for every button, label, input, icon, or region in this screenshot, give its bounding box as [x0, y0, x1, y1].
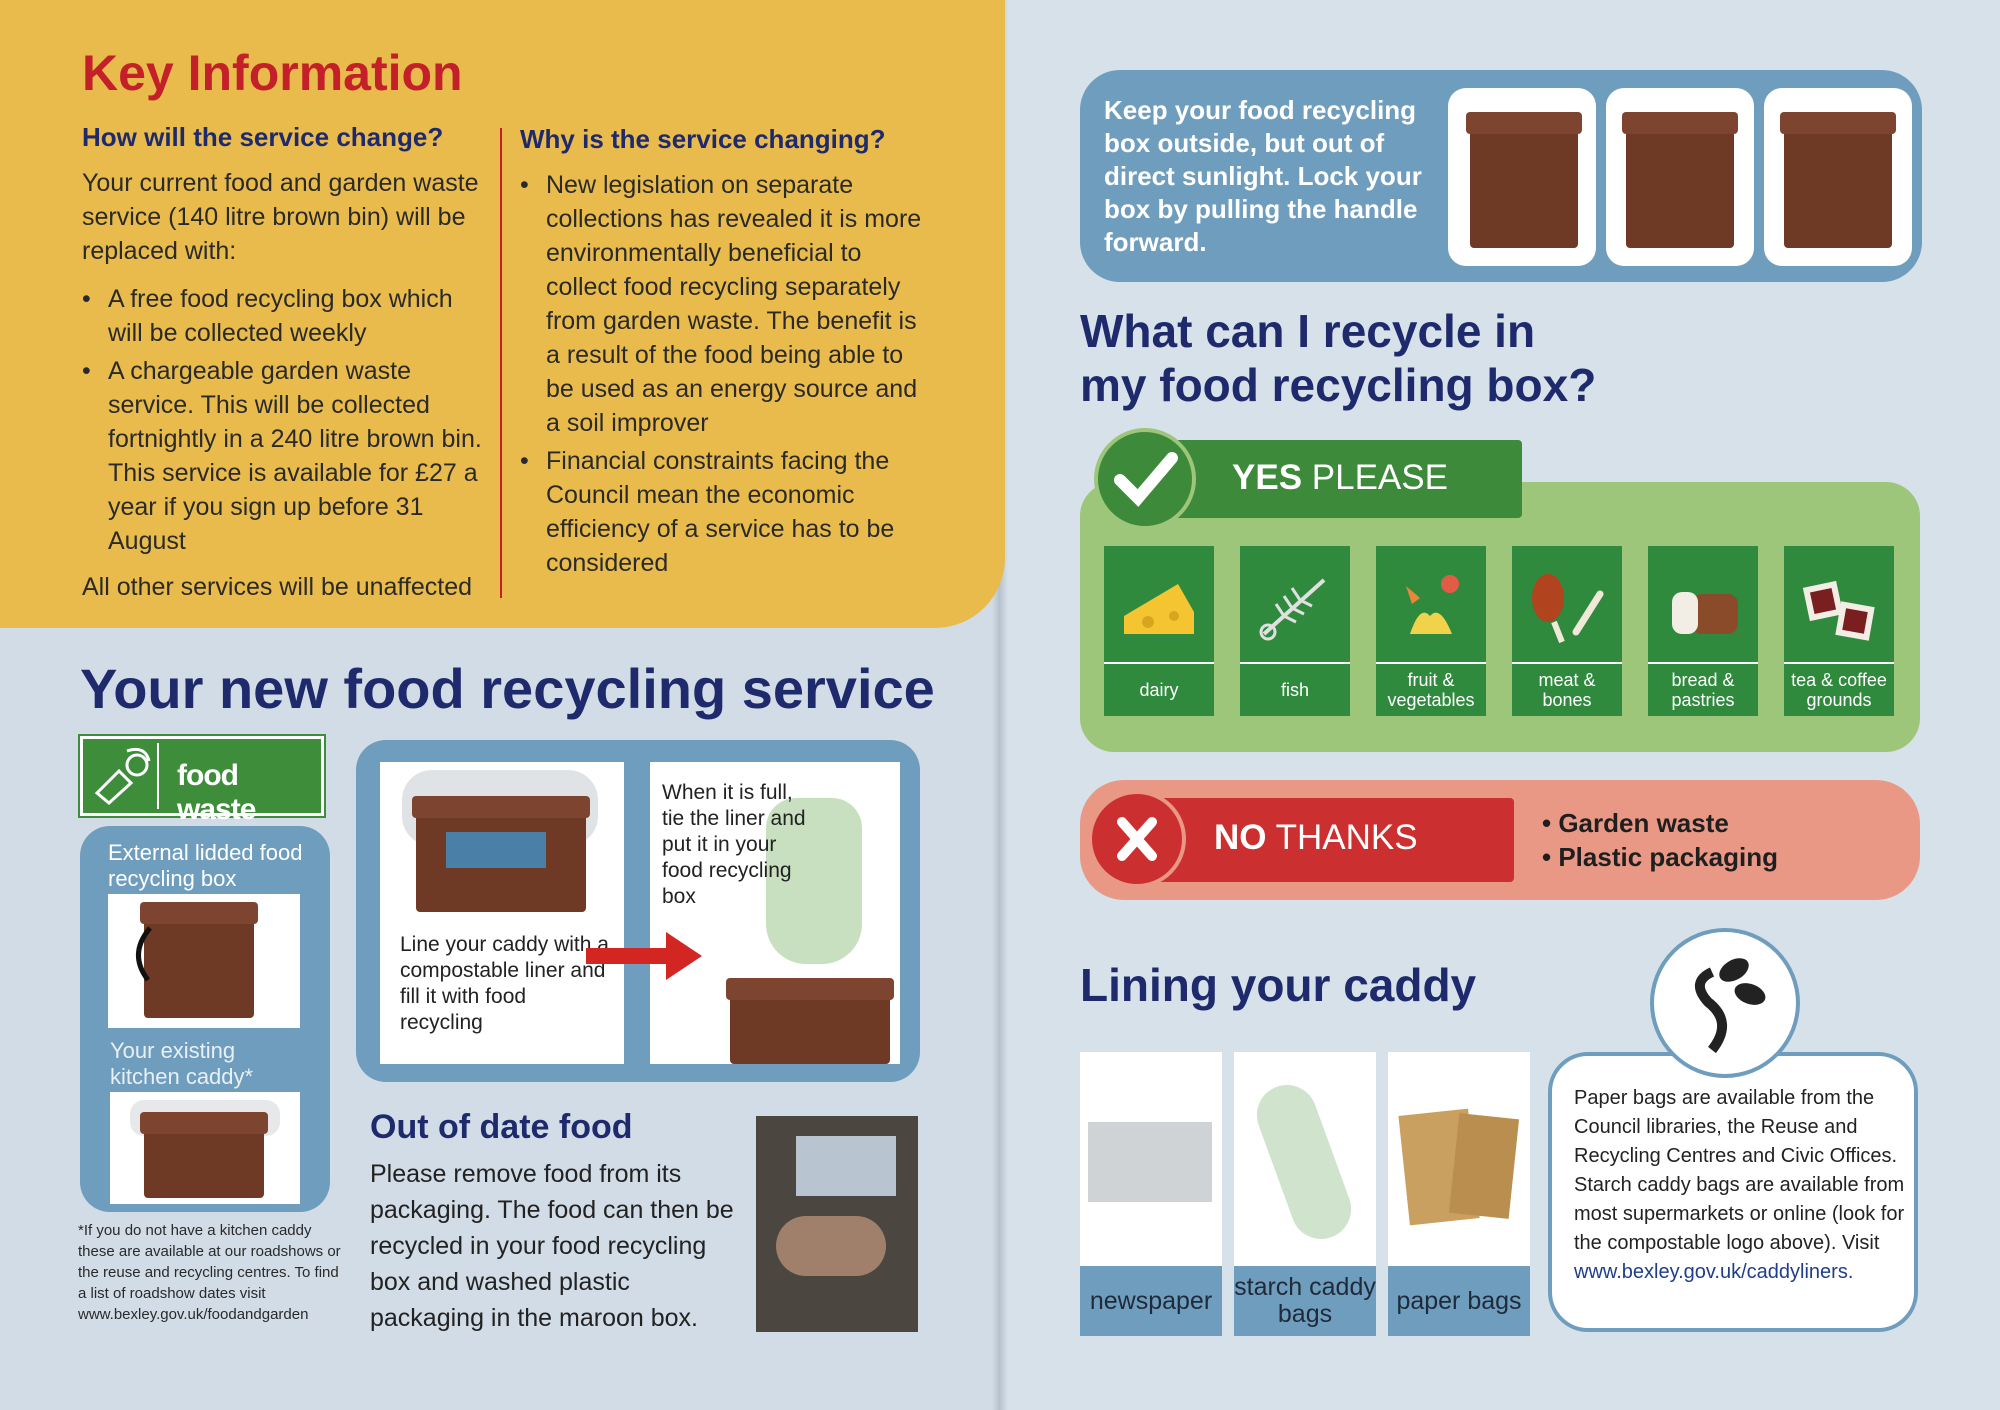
food-waste-icon — [87, 743, 159, 809]
why-change-bullet: • New legislation on separate collections has revealed it is more environmentally beneficial to collect food recycling separately from garden waste. The benefit is a result of the food being able to be used as an energy source and a soil improver — [520, 168, 930, 440]
meat-bone-icon — [1526, 564, 1608, 650]
caddy-footnote: *If you do not have a kitchen caddy these are available at our roadshows or the reuse and recycling centres. To find a list of roadshow dates visit www.bexley.gov.uk/foodandgarden — [78, 1222, 341, 1323]
what-can-title — [1080, 304, 1596, 412]
fish-bone-icon — [1254, 564, 1336, 650]
cross-badge — [1088, 790, 1186, 888]
column-divider — [500, 128, 502, 598]
hands-image — [776, 1216, 886, 1276]
lining-starch-bags — [1234, 1052, 1376, 1336]
tick-badge — [1094, 428, 1196, 530]
key-information-title: Key Information — [82, 45, 463, 101]
bin-photo-3 — [1764, 88, 1912, 266]
liner-info-text — [1574, 1084, 1914, 1287]
lining-item-label: paper bags — [1388, 1266, 1530, 1336]
lining-title: Lining your caddy — [1080, 959, 1477, 1011]
yes-item-label: bread & pastries — [1648, 662, 1758, 716]
starch-bag-roll-image — [1248, 1077, 1359, 1248]
step-line-text: Line your caddy with a compostable liner and fill it with food recycling — [400, 933, 609, 1034]
external-box-label: External lidded food recycling box — [108, 840, 303, 891]
paper-bag-image — [1449, 1113, 1519, 1219]
yes-item-label: meat & bones — [1512, 662, 1622, 716]
compostable-logo — [1650, 928, 1800, 1078]
liner-info-body: Paper bags are available from the Council libraries, the Reuse and Recycling Centres and Civic Offices. Starch caddy bags are available from most supermarkets or online (look for the compostable logo above). Visit — [1574, 1087, 1905, 1254]
packaging-image — [796, 1136, 896, 1196]
new-service-title: Your new food recycling service — [80, 657, 935, 720]
how-change-intro: Your current food and garden waste service (140 litre brown bin) will be replaced with: — [82, 169, 479, 265]
no-bold: NO — [1214, 818, 1267, 857]
how-change-bullet: • A free food recycling box which will be collected weekly — [82, 282, 482, 350]
lining-item-label: newspaper — [1080, 1266, 1222, 1336]
food-box-image — [1784, 128, 1892, 248]
caddy-liners-link[interactable]: www.bexley.gov.uk/caddyliners. — [1574, 1261, 1854, 1283]
external-box-photo — [108, 894, 300, 1028]
cheese-icon — [1118, 564, 1200, 650]
yes-item-label: dairy — [1104, 662, 1214, 716]
food-box-image — [1470, 128, 1578, 248]
step-tie-text: When it is full, tie the liner and put it in your food recycling box — [662, 781, 806, 908]
out-of-date-photo — [756, 1116, 918, 1332]
no-thanks-item: • Plastic packaging — [1542, 840, 1778, 874]
yes-item-dairy — [1104, 546, 1214, 716]
bread-icon — [1662, 564, 1744, 650]
no-thanks-item: • Garden waste — [1542, 806, 1778, 840]
keep-box-text: Keep your food recycling box outside, but out of direct sunlight. Lock your box by pulling the handle forward. — [1104, 95, 1422, 257]
what-can-title-line2: my food recycling box? — [1080, 359, 1597, 411]
how-change-heading: How will the service change? — [82, 122, 444, 152]
why-change-bullets — [520, 168, 930, 584]
yes-item-label: fish — [1240, 662, 1350, 716]
out-of-date-title: Out of date food — [370, 1108, 633, 1146]
yes-item-label: tea & coffee grounds — [1784, 662, 1894, 716]
cross-icon — [1092, 794, 1182, 884]
yes-item-tea-coffee — [1784, 546, 1894, 716]
newspaper-image — [1088, 1122, 1212, 1202]
yes-bold: YES — [1232, 458, 1303, 497]
out-of-date-text: Please remove food from its packaging. The food can then be recycled in your food recycling box and washed plastic packaging in the maroon box. — [370, 1160, 734, 1332]
food-box-image — [1626, 128, 1734, 248]
kitchen-caddy-label: Your existing kitchen caddy* — [110, 1038, 254, 1089]
why-change-bullet: • Financial constraints facing the Council mean the economic efficiency of a service has to be considered — [520, 444, 930, 580]
yes-item-meat — [1512, 546, 1622, 716]
yes-item-fruit-veg — [1376, 546, 1486, 716]
yes-rest: PLEASE — [1302, 458, 1448, 497]
arrow-right-icon — [586, 928, 706, 984]
no-thanks-list — [1542, 806, 1778, 874]
bin-photo-1 — [1448, 88, 1596, 266]
tea-bags-icon — [1798, 564, 1880, 650]
tick-icon — [1098, 432, 1192, 526]
caddy-image — [144, 1128, 264, 1198]
yes-item-bread — [1648, 546, 1758, 716]
bin-handle-icon — [124, 924, 154, 984]
yes-please-label — [1232, 458, 1448, 498]
seedling-icon — [1654, 932, 1796, 1074]
fruit-vegetables-icon — [1390, 564, 1472, 650]
no-rest: THANKS — [1266, 818, 1418, 857]
yes-item-fish — [1240, 546, 1350, 716]
lining-paper-bags — [1388, 1052, 1530, 1336]
how-change-bullet: • A chargeable garden waste service. This will be collected fortnightly in a 240 litre brown bin. This service is available for £27 a year if you sign up before 31 August — [82, 354, 482, 558]
lining-newspaper — [1080, 1052, 1222, 1336]
what-can-title-line1: What can I recycle in — [1080, 305, 1536, 357]
kitchen-caddy-photo — [110, 1092, 300, 1204]
no-thanks-label — [1214, 818, 1418, 858]
food-box-image — [144, 918, 254, 1018]
lining-item-label: starch caddy bags — [1234, 1266, 1376, 1336]
how-change-footer: All other services will be unaffected — [82, 573, 473, 601]
how-change-bullets — [82, 282, 482, 562]
yes-item-label: fruit & vegetables — [1376, 662, 1486, 716]
why-change-heading: Why is the service changing? — [520, 124, 886, 154]
caddy-label-sticker — [446, 832, 546, 868]
food-box-open-image — [730, 994, 890, 1064]
food-waste-label: food waste — [177, 759, 256, 826]
food-waste-tag — [80, 736, 324, 826]
bin-photo-2 — [1606, 88, 1754, 266]
